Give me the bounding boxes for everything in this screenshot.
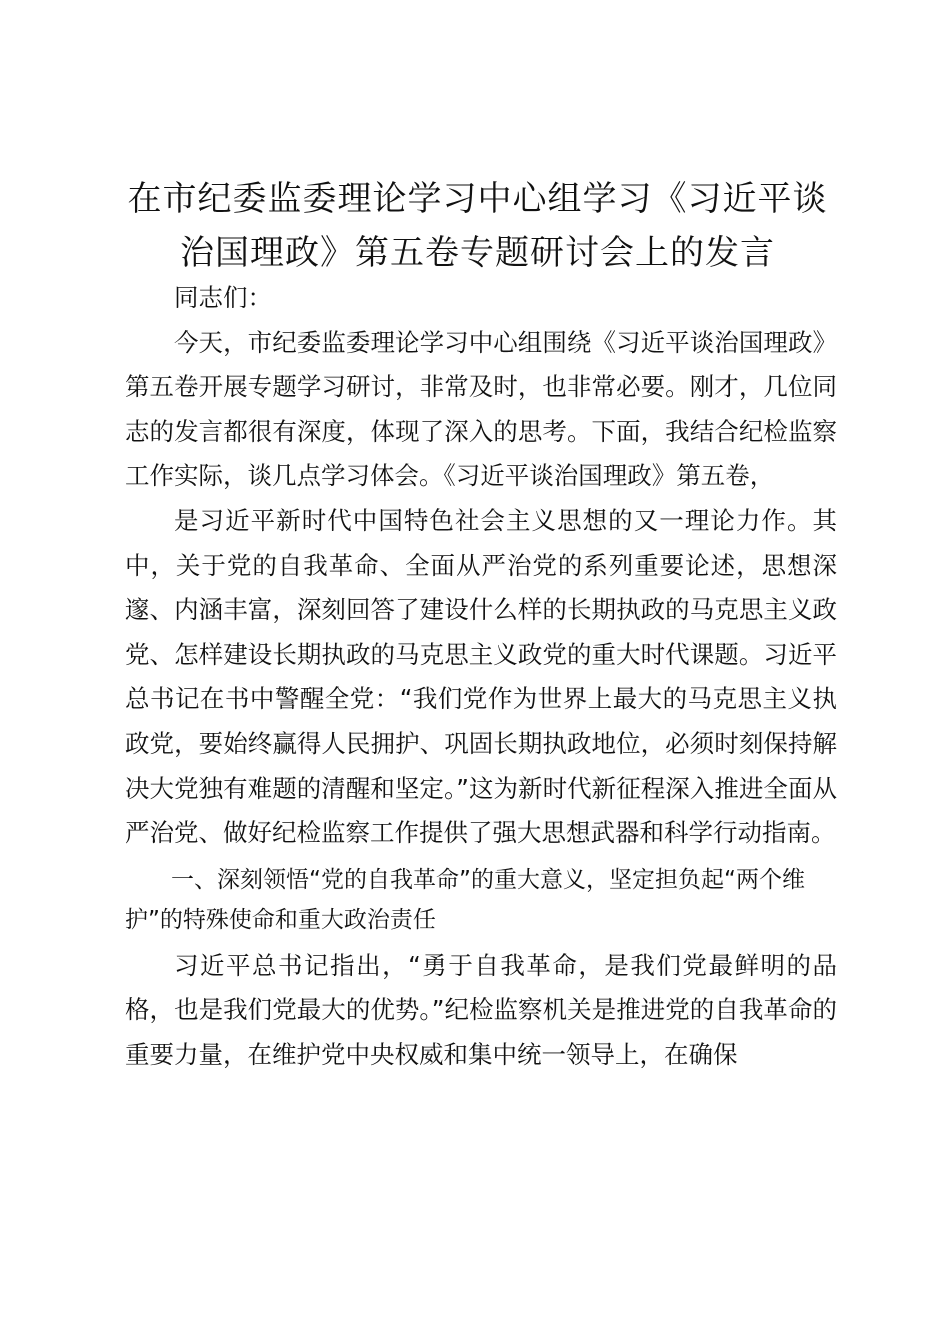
title-line-2: 治国理政》第五卷专题研讨会上的发言 <box>180 233 775 273</box>
section-heading-1: 一、深刻领悟“党的自我革命”的重大意义，坚定担负起“两个维护”的特殊使命和重大政治责任 <box>125 866 805 933</box>
paragraph-1: 今天，市纪委监委理论学习中心组围绕《习近平谈治国理政》第五卷开展专题学习研讨，非常及时，也非常必要。刚才，几位同志的发言都很有深度，体现了深入的思考。下面，我结合纪检监察工作实际，谈几点学习体会。《习近平谈治国理政》第五卷， <box>125 327 837 491</box>
document-title <box>110 172 845 280</box>
document-body <box>125 276 837 1078</box>
paragraph-3: 习近平总书记指出，“勇于自我革命，是我们党最鲜明的品格，也是我们党最大的优势。”纪检监察机关是推进党的自我革命的重要力量，在维护党中央权威和集中统一领导上，在确保 <box>125 950 837 1069</box>
title-line-1: 在市纪委监委理论学习中心组学习《习近平谈 <box>127 179 828 219</box>
paragraph-2: 是习近平新时代中国特色社会主义思想的又一理论力作。其中，关于党的自我革命、全面从严治党的系列重要论述，思想深邃、内涵丰富，深刻回答了建设什么样的长期执政的马克思主义政党、怎样建设长期执政的马克思主义政党的重大时代课题。习近平总书记在书中警醒全党：“我们党作为世界上最大的马克思主义执政党，要始终赢得人民拥护、巩固长期执政地位，必须时刻保持解决大党独有难题的清醒和坚定。”这为新时代新征程深入推进全面从严治党、做好纪检监察工作提供了强大思想武器和科学行动指南。 <box>125 505 837 848</box>
salutation: 同志们： <box>174 283 272 312</box>
